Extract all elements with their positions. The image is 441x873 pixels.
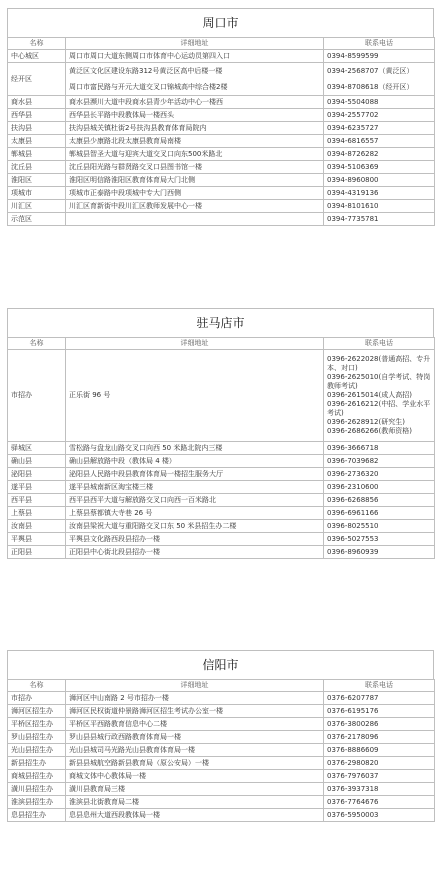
- phone-line: 0396-5027553: [327, 534, 379, 543]
- address-line: 扶沟县城关镇杜街2号扶沟县教育体育局院内: [69, 123, 207, 132]
- cell-address: [66, 533, 324, 546]
- table-row: [8, 757, 435, 770]
- phone-line: 0376-5950003: [327, 810, 379, 819]
- address-line: 确山县解放路中段（教体局 4 楼）: [69, 456, 176, 465]
- address-line: 息县息州大道西段教体局一楼: [69, 810, 160, 819]
- table-row: [8, 135, 435, 148]
- table-row: [8, 161, 435, 174]
- table-row: [8, 50, 435, 63]
- zhumadian-section: [7, 308, 434, 559]
- cell-name: 市招办: [8, 350, 66, 442]
- header-phone: 联系电话: [324, 680, 435, 692]
- cell-address: [66, 705, 324, 718]
- cell-name: 郸城县: [8, 148, 66, 161]
- header-row: [8, 38, 435, 50]
- table-row: [8, 783, 435, 796]
- cell-phone: [324, 770, 435, 783]
- phone-line: 0396-6961166: [327, 508, 379, 517]
- xinyang-table: [7, 679, 435, 822]
- table-row: [8, 546, 435, 559]
- cell-name: 太康县: [8, 135, 66, 148]
- cell-phone: [324, 546, 435, 559]
- address-line: 川汇区育新街中段川汇区教师发展中心一楼: [69, 201, 202, 210]
- cell-phone: [324, 187, 435, 200]
- phone-line: 0376-6195176: [327, 706, 379, 715]
- cell-address: [66, 174, 324, 187]
- table-row: [8, 109, 435, 122]
- zhumadian-rows: [8, 350, 435, 559]
- cell-name: 中心城区: [8, 50, 66, 63]
- cell-phone: [324, 122, 435, 135]
- header-name: 名称: [8, 338, 66, 350]
- cell-address: [66, 63, 324, 96]
- cell-address: [66, 50, 324, 63]
- table-row: [8, 468, 435, 481]
- header-phone: 联系电话: [324, 338, 435, 350]
- cell-address: [66, 520, 324, 533]
- cell-phone: [324, 692, 435, 705]
- table-row: [8, 481, 435, 494]
- table-row: [8, 148, 435, 161]
- phone-line: 0396-2616212(中招、学业水平考试): [327, 400, 431, 417]
- cell-phone: [324, 533, 435, 546]
- cell-address: [66, 494, 324, 507]
- zhoukou-rows: [8, 50, 435, 226]
- address-line: 平舆县文化路西段县招办一楼: [69, 534, 160, 543]
- cell-address: [66, 213, 324, 226]
- phone-line: 0394-8599599: [327, 51, 379, 60]
- phone-line: 0396-7039682: [327, 456, 379, 465]
- cell-name: 商水县: [8, 96, 66, 109]
- phone-line: 0394-7735781: [327, 214, 379, 223]
- table-row: [8, 187, 435, 200]
- zhoukou-section: [7, 8, 434, 226]
- table-row: [8, 213, 435, 226]
- address-line: 正乐街 96 号: [69, 391, 111, 399]
- phone-line: 0394-5504088: [327, 97, 379, 106]
- table-row: [8, 63, 435, 96]
- address-line: 光山县城司马光路光山县教育体育局一楼: [69, 745, 195, 754]
- xinyang-title: 信阳市: [7, 650, 434, 679]
- address-line: 沈丘县阳光路与群贤路交叉口县图书馆一楼: [69, 162, 202, 171]
- address-line: 雪松路与盘龙山路交叉口向西 50 米路北院内三楼: [69, 443, 223, 452]
- address-line: 潢川县教育局三楼: [69, 784, 125, 793]
- cell-name: 西平县: [8, 494, 66, 507]
- cell-address: [66, 796, 324, 809]
- address-line: 周口市周口大道东侧周口市体育中心运动员第四入口: [69, 51, 230, 60]
- address-line: 正阳县中心街北段县招办一楼: [69, 547, 160, 556]
- header-name: 名称: [8, 38, 66, 50]
- zhoukou-title: 周口市: [7, 8, 434, 37]
- address-line: 新县县城航空路新县教育局（原公安局）一楼: [69, 758, 209, 767]
- xinyang-section: [7, 650, 434, 822]
- cell-address: [66, 109, 324, 122]
- cell-phone: [324, 718, 435, 731]
- table-row: [8, 770, 435, 783]
- phone-line: 0396-3666718: [327, 443, 379, 452]
- phone-line: 0376-2980820: [327, 758, 379, 767]
- cell-address: [66, 546, 324, 559]
- xinyang-rows: [8, 692, 435, 822]
- phone-line: 0376-3800286: [327, 719, 379, 728]
- cell-address: [66, 757, 324, 770]
- cell-phone: [324, 200, 435, 213]
- table-row: [8, 744, 435, 757]
- cell-address: [66, 770, 324, 783]
- table-row: [8, 96, 435, 109]
- address-line: 郸城县智圣大道与迎宾大道交叉口向东500米路北: [69, 149, 223, 158]
- cell-name: 息县招生办: [8, 809, 66, 822]
- table-row: [8, 731, 435, 744]
- table-row: [8, 122, 435, 135]
- zhumadian-title: 驻马店市: [7, 308, 434, 337]
- phone-line: 0396-6268856: [327, 495, 379, 504]
- cell-phone: [324, 148, 435, 161]
- cell-address: [66, 148, 324, 161]
- phone-line: 0394-8960800: [327, 175, 379, 184]
- table-row: [8, 494, 435, 507]
- cell-address: [66, 507, 324, 520]
- cell-phone: [324, 783, 435, 796]
- phone-line: 0396-8025510: [327, 521, 379, 530]
- cell-name: 上蔡县: [8, 507, 66, 520]
- cell-address: [66, 442, 324, 455]
- cell-name: 经开区: [8, 63, 66, 96]
- cell-name: 罗山县招生办: [8, 731, 66, 744]
- phone-line: 0396-8960939: [327, 547, 379, 556]
- header-row: [8, 338, 435, 350]
- cell-name: 潢川县招生办: [8, 783, 66, 796]
- cell-address: [66, 783, 324, 796]
- cell-address: [66, 455, 324, 468]
- cell-phone: [324, 520, 435, 533]
- cell-name: 西华县: [8, 109, 66, 122]
- cell-phone: [324, 731, 435, 744]
- phone-line: 0376-7764676: [327, 797, 379, 806]
- phone-line: 0396-2622028(普通高招、专升本、对口): [327, 355, 431, 372]
- cell-name: 扶沟县: [8, 122, 66, 135]
- cell-address: [66, 187, 324, 200]
- cell-address: [66, 161, 324, 174]
- header-row: [8, 680, 435, 692]
- cell-phone: [324, 350, 435, 442]
- address-line: 西平县西平大道与解放路交叉口向西一百米路北: [69, 495, 216, 504]
- phone-line: 0396-2310600: [327, 482, 379, 491]
- cell-name: 新县招生办: [8, 757, 66, 770]
- table-row: [8, 174, 435, 187]
- phone-line: 0396-2686266(教师资格): [327, 427, 412, 435]
- phone-line: 0376-3937318: [327, 784, 379, 793]
- cell-address: [66, 200, 324, 213]
- header-phone: 联系电话: [324, 38, 435, 50]
- cell-address: [66, 481, 324, 494]
- table-row: [8, 200, 435, 213]
- address-line: 淮滨县北街教育局二楼: [69, 797, 139, 806]
- phone-line: 0394-5106369: [327, 162, 379, 171]
- zhumadian-table: [7, 337, 435, 559]
- cell-phone: [324, 796, 435, 809]
- cell-phone: [324, 809, 435, 822]
- phone-line: 0394-8708618（经开区）: [327, 82, 414, 91]
- cell-name: 遂平县: [8, 481, 66, 494]
- cell-phone: [324, 442, 435, 455]
- cell-phone: [324, 50, 435, 63]
- cell-name: 驿城区: [8, 442, 66, 455]
- cell-phone: [324, 744, 435, 757]
- cell-phone: [324, 63, 435, 96]
- cell-name: 淮阳区: [8, 174, 66, 187]
- phone-line: 0396-2625010(自学考试、特岗教师考试): [327, 373, 431, 390]
- address-line: 浉河区民权街道仲景路浉河区招生考试办公室一楼: [69, 706, 223, 715]
- cell-phone: [324, 96, 435, 109]
- table-row: [8, 455, 435, 468]
- cell-address: [66, 96, 324, 109]
- header-address: 详细地址: [66, 680, 324, 692]
- cell-name: 汝南县: [8, 520, 66, 533]
- cell-name: 光山县招生办: [8, 744, 66, 757]
- cell-address: [66, 731, 324, 744]
- phone-line: 0394-8726282: [327, 149, 379, 158]
- cell-address: [66, 135, 324, 148]
- cell-address: [66, 809, 324, 822]
- zhoukou-table: [7, 37, 435, 226]
- cell-address: [66, 122, 324, 135]
- address-line: 淮阳区明信路淮阳区教育体育局大门北侧: [69, 175, 195, 184]
- cell-name: 商城县招生办: [8, 770, 66, 783]
- table-row: [8, 350, 435, 442]
- table-row: [8, 442, 435, 455]
- phone-line: 0394-6235727: [327, 123, 379, 132]
- cell-name: 平桥区招生办: [8, 718, 66, 731]
- phone-line: 0394-4319136: [327, 188, 379, 197]
- cell-name: 示范区: [8, 213, 66, 226]
- address-line: 泌阳县人民路中段县教育体育局一楼招生服务大厅: [69, 469, 223, 478]
- address-line: 黄泛区文化区建设东路312号黄泛区高中后楼一楼: [69, 66, 223, 75]
- phone-line: 0394-8101610: [327, 201, 379, 210]
- table-row: [8, 692, 435, 705]
- cell-address: [66, 468, 324, 481]
- cell-phone: [324, 109, 435, 122]
- cell-phone: [324, 135, 435, 148]
- cell-address: [66, 744, 324, 757]
- table-row: [8, 533, 435, 546]
- address-line: 遂平县城南新区淘宝楼三楼: [69, 482, 153, 491]
- cell-name: 市招办: [8, 692, 66, 705]
- header-address: 详细地址: [66, 338, 324, 350]
- cell-name: 泌阳县: [8, 468, 66, 481]
- phone-line: 0394-2568707（黄泛区）: [327, 66, 414, 75]
- cell-phone: [324, 705, 435, 718]
- phone-line: 0394-6816557: [327, 136, 379, 145]
- phone-line: 0376-7976037: [327, 771, 379, 780]
- phone-line: 0396-2628912(研究生): [327, 418, 405, 426]
- address-line: 平桥区平西路教育信息中心二楼: [69, 719, 167, 728]
- phone-line: 0394-2557702: [327, 110, 379, 119]
- cell-address: [66, 350, 324, 442]
- address-line: 商水县濒川大道中段商水县青少年活动中心一楼西: [69, 97, 223, 106]
- address-line: 项城市正泰路中段项城中专大门西侧: [69, 188, 181, 197]
- cell-phone: [324, 494, 435, 507]
- phone-line: 0376-2178096: [327, 732, 379, 741]
- cell-phone: [324, 174, 435, 187]
- cell-phone: [324, 213, 435, 226]
- cell-name: 浉河区招生办: [8, 705, 66, 718]
- phone-line: 0396-2736320: [327, 469, 379, 478]
- phone-line: 0376-6207787: [327, 693, 379, 702]
- address-line: 上蔡县蔡都镇大寺巷 26 号: [69, 508, 153, 517]
- cell-name: 平舆县: [8, 533, 66, 546]
- cell-phone: [324, 455, 435, 468]
- cell-phone: [324, 507, 435, 520]
- cell-phone: [324, 757, 435, 770]
- address-line: 汝南县梁祝大道与重阳路交叉口东 50 米县招生办二楼: [69, 521, 237, 530]
- cell-name: 淮滨县招生办: [8, 796, 66, 809]
- phone-line: 0376-8886609: [327, 745, 379, 754]
- header-name: 名称: [8, 680, 66, 692]
- address-line: 西华县长平路中段教体局一楼西头: [69, 110, 174, 119]
- header-address: 详细地址: [66, 38, 324, 50]
- address-line: 罗山县县城行政西路教育体育局一楼: [69, 732, 181, 741]
- cell-phone: [324, 481, 435, 494]
- table-row: [8, 796, 435, 809]
- table-row: [8, 718, 435, 731]
- cell-name: 沈丘县: [8, 161, 66, 174]
- table-row: [8, 705, 435, 718]
- cell-phone: [324, 468, 435, 481]
- cell-address: [66, 718, 324, 731]
- address-line: 商城文体中心教体局一楼: [69, 771, 146, 780]
- cell-name: 确山县: [8, 455, 66, 468]
- phone-line: 0396-2615014(成人高招): [327, 391, 412, 399]
- table-row: [8, 809, 435, 822]
- table-row: [8, 520, 435, 533]
- cell-name: 正阳县: [8, 546, 66, 559]
- address-line: 太康县少康路北段太康县教育局南楼: [69, 136, 181, 145]
- address-line: 周口市富民路与开元大道交叉口锦城高中综合楼2楼: [69, 82, 228, 91]
- cell-address: [66, 692, 324, 705]
- table-row: [8, 507, 435, 520]
- cell-name: 川汇区: [8, 200, 66, 213]
- cell-phone: [324, 161, 435, 174]
- address-line: 浉河区中山南路 2 号市招办一楼: [69, 693, 169, 702]
- cell-name: 项城市: [8, 187, 66, 200]
